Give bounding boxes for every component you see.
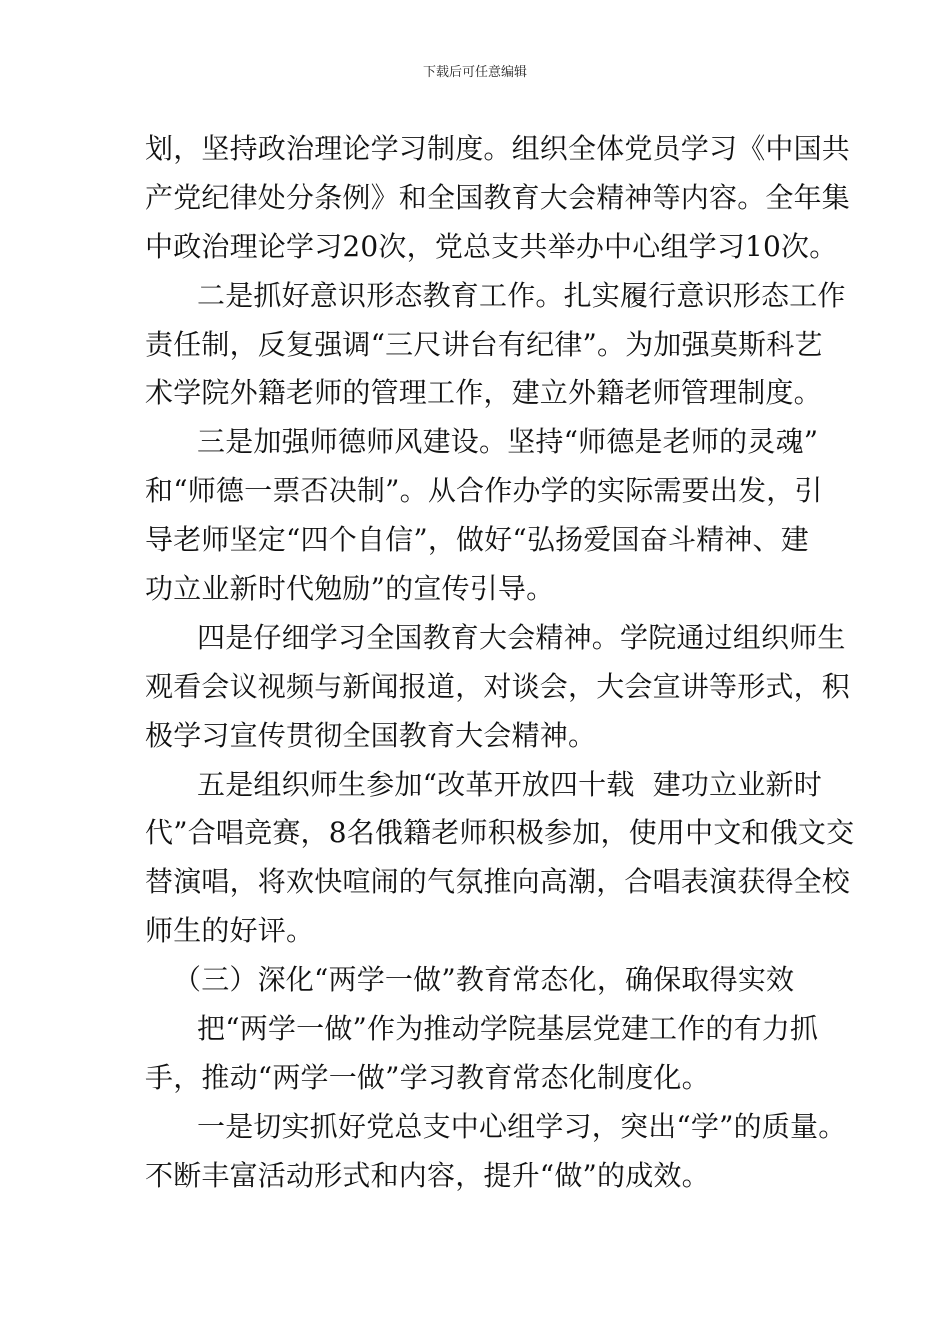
text-line: 中政治理论学习20次，党总支共举办中心组学习10次。 bbox=[145, 229, 838, 263]
paragraph-start-line: 四是仔细学习全国教育大会精神。学院通过组织师生 bbox=[197, 620, 846, 654]
section-heading: （三）深化“两学一做”教育常态化，确保取得实效 bbox=[173, 963, 795, 997]
text-line: 不断丰富活动形式和内容，提升“做”的成效。 bbox=[145, 1158, 710, 1192]
document-body bbox=[145, 125, 855, 1201]
text-line: 观看会议视频与新闻报道，对谈会，大会宣讲等形式，积 bbox=[145, 669, 851, 703]
paragraph-start-line: 二是抓好意识形态教育工作。扎实履行意识形态工作 bbox=[197, 278, 846, 312]
paragraph-start-line: 把“两学一做”作为推动学院基层党建工作的有力抓 bbox=[197, 1012, 819, 1046]
text-line: 和“师德一票否决制”。从合作办学的实际需要出发，引 bbox=[145, 474, 823, 508]
text-line: 导老师坚定“四个自信”，做好“弘扬爱国奋斗精神、建 bbox=[145, 523, 809, 557]
text-line: 替演唱，将欢快喧闹的气氛推向高潮，合唱表演获得全校 bbox=[145, 865, 851, 899]
paragraph-start-line: 三是加强师德师风建设。坚持“师德是老师的灵魂” bbox=[197, 425, 819, 459]
text-line: 师生的好评。 bbox=[145, 914, 315, 948]
text-line: 产党纪律处分条例》和全国教育大会精神等内容。全年集 bbox=[145, 180, 851, 214]
text-line: 责任制，反复强调“三尺讲台有纪律”。为加强莫斯科艺 bbox=[145, 327, 823, 361]
paragraph-start-line: 五是组织师生参加“改革开放四十载 建功立业新时 bbox=[197, 767, 822, 801]
text-line: 术学院外籍老师的管理工作，建立外籍老师管理制度。 bbox=[145, 376, 822, 410]
text-line: 手，推动“两学一做”学习教育常态化制度化。 bbox=[145, 1060, 710, 1094]
text-line: 划，坚持政治理论学习制度。组织全体党员学习《中国共 bbox=[145, 132, 851, 165]
text-line: 极学习宣传贯彻全国教育大会精神。 bbox=[145, 718, 597, 752]
paragraph-start-line: 一是切实抓好党总支中心组学习，突出“学”的质量。 bbox=[197, 1109, 847, 1143]
text-line: 功立业新时代勉励”的宣传引导。 bbox=[145, 572, 555, 606]
page-header-note: 下载后可任意编辑 bbox=[422, 65, 527, 80]
text-line: 代”合唱竞赛，8名俄籍老师积极参加，使用中文和俄文交 bbox=[145, 816, 855, 850]
